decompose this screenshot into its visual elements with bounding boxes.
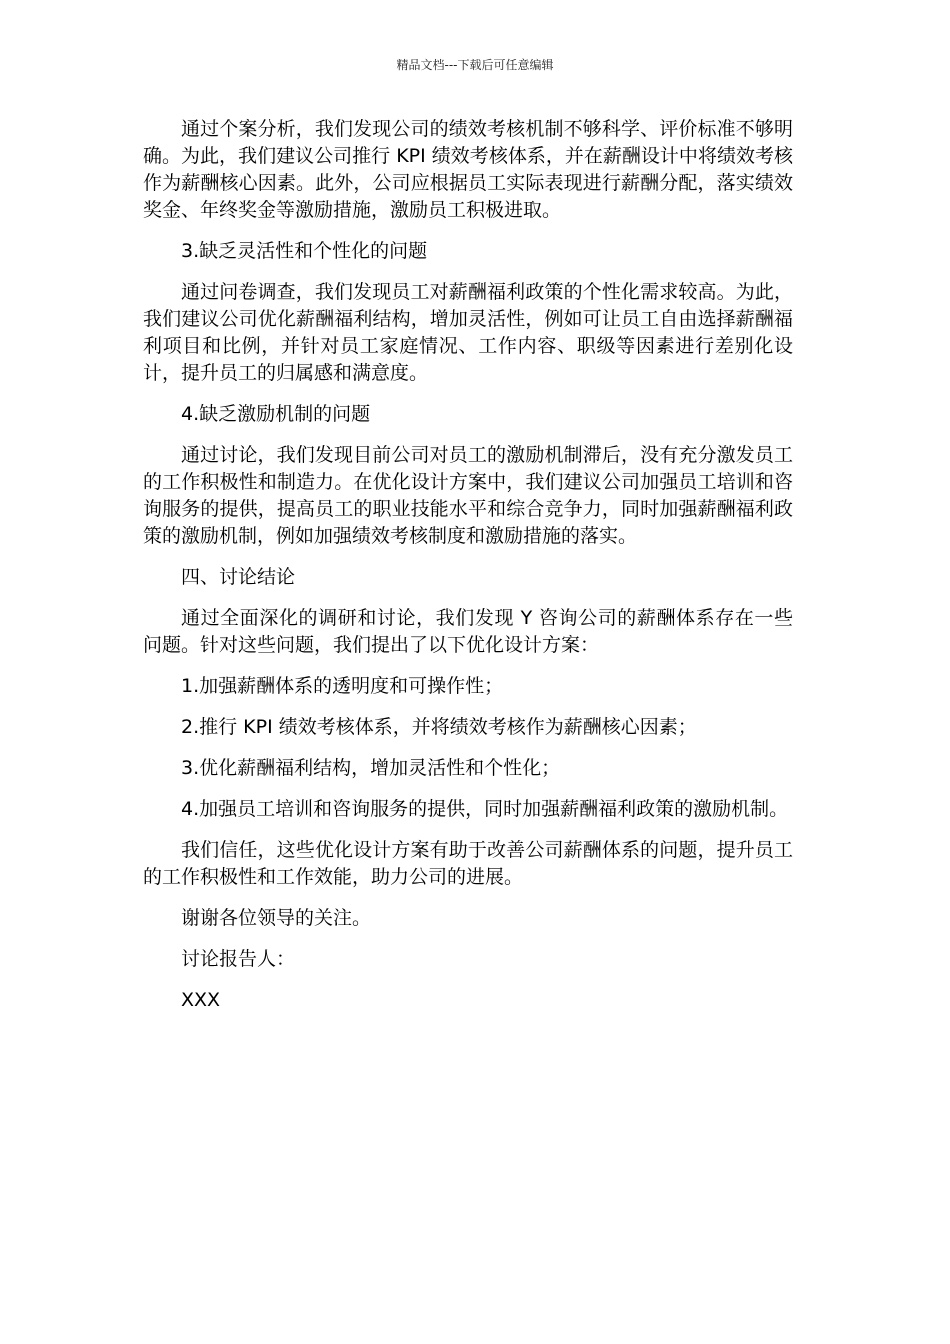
thanks-line: 谢谢各位领导的关注。 xyxy=(181,907,372,929)
paragraph-conclusion-intro: 通过全面深化的调研和讨论，我们发现 Y 咨询公司的薪酬体系存在一些问题。针对这些问题，我们提出了以下优化设计方案： xyxy=(143,607,793,656)
reporter-name: XXX xyxy=(181,989,221,1011)
list-item: 2.推行 KPI 绩效考核体系，并将绩效考核作为薪酬核心因素； xyxy=(181,716,697,738)
paragraph-discussion: 通过讨论，我们发现目前公司对员工的激励机制滞后，没有充分激发员工的工作积极性和制造力。在优化设计方案中，我们建议公司加强员工培训和咨询服务的提供，提高员工的职业技能水平和综合竞争力，同时加强薪酬福利政策的激励机制，例如加强绩效考核制度和激励措施的落实。 xyxy=(143,444,793,547)
list-item: 4.加强员工培训和咨询服务的提供，同时加强薪酬福利政策的激励机制。 xyxy=(181,798,789,820)
heading-incentive: 4.缺乏激励机制的问题 xyxy=(181,403,371,425)
paragraph-survey: 通过问卷调查，我们发现员工对薪酬福利政策的个性化需求较高。为此，我们建议公司优化薪酬福利结构，增加灵活性，例如可让员工自由选择薪酬福利项目和比例，并针对员工家庭情况、工作内容、职级等因素进行差别化设计，提升员工的归属感和满意度。 xyxy=(143,281,793,384)
section-title-conclusion: 四、讨论结论 xyxy=(181,566,296,588)
paragraph-kpi-analysis: 通过个案分析，我们发现公司的绩效考核机制不够科学、评价标准不够明确。为此，我们建议公司推行 KPI 绩效考核体系，并在薪酬设计中将绩效考核作为薪酬核心因素。此外，公司应根据员工实际表现进行薪酬分配，落实绩效奖金、年终奖金等激励措施，激励员工积极进取。 xyxy=(143,118,793,221)
list-item: 3.优化薪酬福利结构，增加灵活性和个性化； xyxy=(181,757,561,779)
heading-flexibility: 3.缺乏灵活性和个性化的问题 xyxy=(181,240,428,262)
list-item: 1.加强薪酬体系的透明度和可操作性； xyxy=(181,675,504,697)
document-body xyxy=(143,116,793,1028)
paragraph-closing: 我们信任，这些优化设计方案有助于改善公司薪酬体系的问题，提升员工的工作积极性和工作效能，助力公司的进展。 xyxy=(143,839,793,888)
reporter-label: 讨论报告人： xyxy=(181,948,296,970)
page-header: 精品文档---下载后可任意编辑 xyxy=(396,58,554,72)
